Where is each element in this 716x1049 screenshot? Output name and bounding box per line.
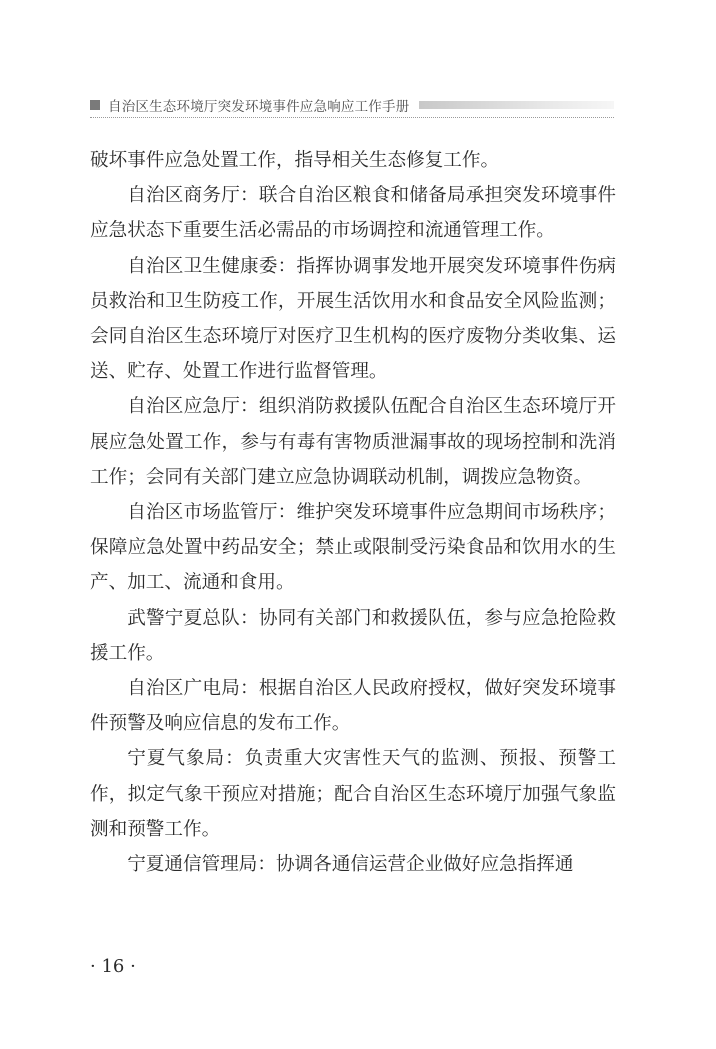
header-dotted-rule — [90, 117, 614, 118]
body-text — [90, 143, 616, 882]
paragraph: 宁夏气象局：负责重大灾害性天气的监测、预报、预警工作，拟定气象干预应对措施；配合自治区生态环境厅加强气象监测和预警工作。 — [90, 748, 616, 840]
square-bullet-icon — [90, 100, 100, 110]
paragraph: 自治区市场监管厅：维护突发环境事件应急期间市场秩序；保障应急处置中药品安全；禁止或限制受污染食品和饮用水的生产、加工、流通和食用。 — [90, 502, 616, 594]
running-header — [90, 92, 614, 118]
paragraph: 自治区应急厅：组织消防救援队伍配合自治区生态环境厅开展应急处置工作，参与有毒有害物质泄漏事故的现场控制和洗消工作；会同有关部门建立应急协调联动机制，调拨应急物资。 — [90, 396, 616, 488]
paragraph: 宁夏通信管理局：协调各通信运营企业做好应急指挥通 — [127, 854, 574, 876]
paragraph: 自治区卫生健康委：指挥协调事发地开展突发环境事件伤病员救治和卫生防疫工作，开展生活饮用水和食品安全风险监测；会同自治区生态环境厅对医疗卫生机构的医疗废物分类收集、运送、贮存、处置工作进行监督管理。 — [90, 255, 616, 383]
header-decorative-bar — [419, 101, 614, 109]
paragraph: 武警宁夏总队：协同有关部门和救援队伍，参与应急抢险救援工作。 — [90, 607, 616, 664]
page-number: · 16 · — [90, 956, 136, 977]
paragraph: 自治区广电局：根据自治区人民政府授权，做好突发环境事件预警及响应信息的发布工作。 — [90, 678, 616, 735]
running-header-title: 自治区生态环境厅突发环境事件应急响应工作手册 — [108, 99, 410, 115]
paragraph: 自治区商务厅：联合自治区粮食和储备局承担突发环境事件应急状态下重要生活必需品的市场调控和流通管理工作。 — [90, 185, 616, 242]
paragraph: 破坏事件应急处置工作，指导相关生态修复工作。 — [90, 150, 500, 171]
